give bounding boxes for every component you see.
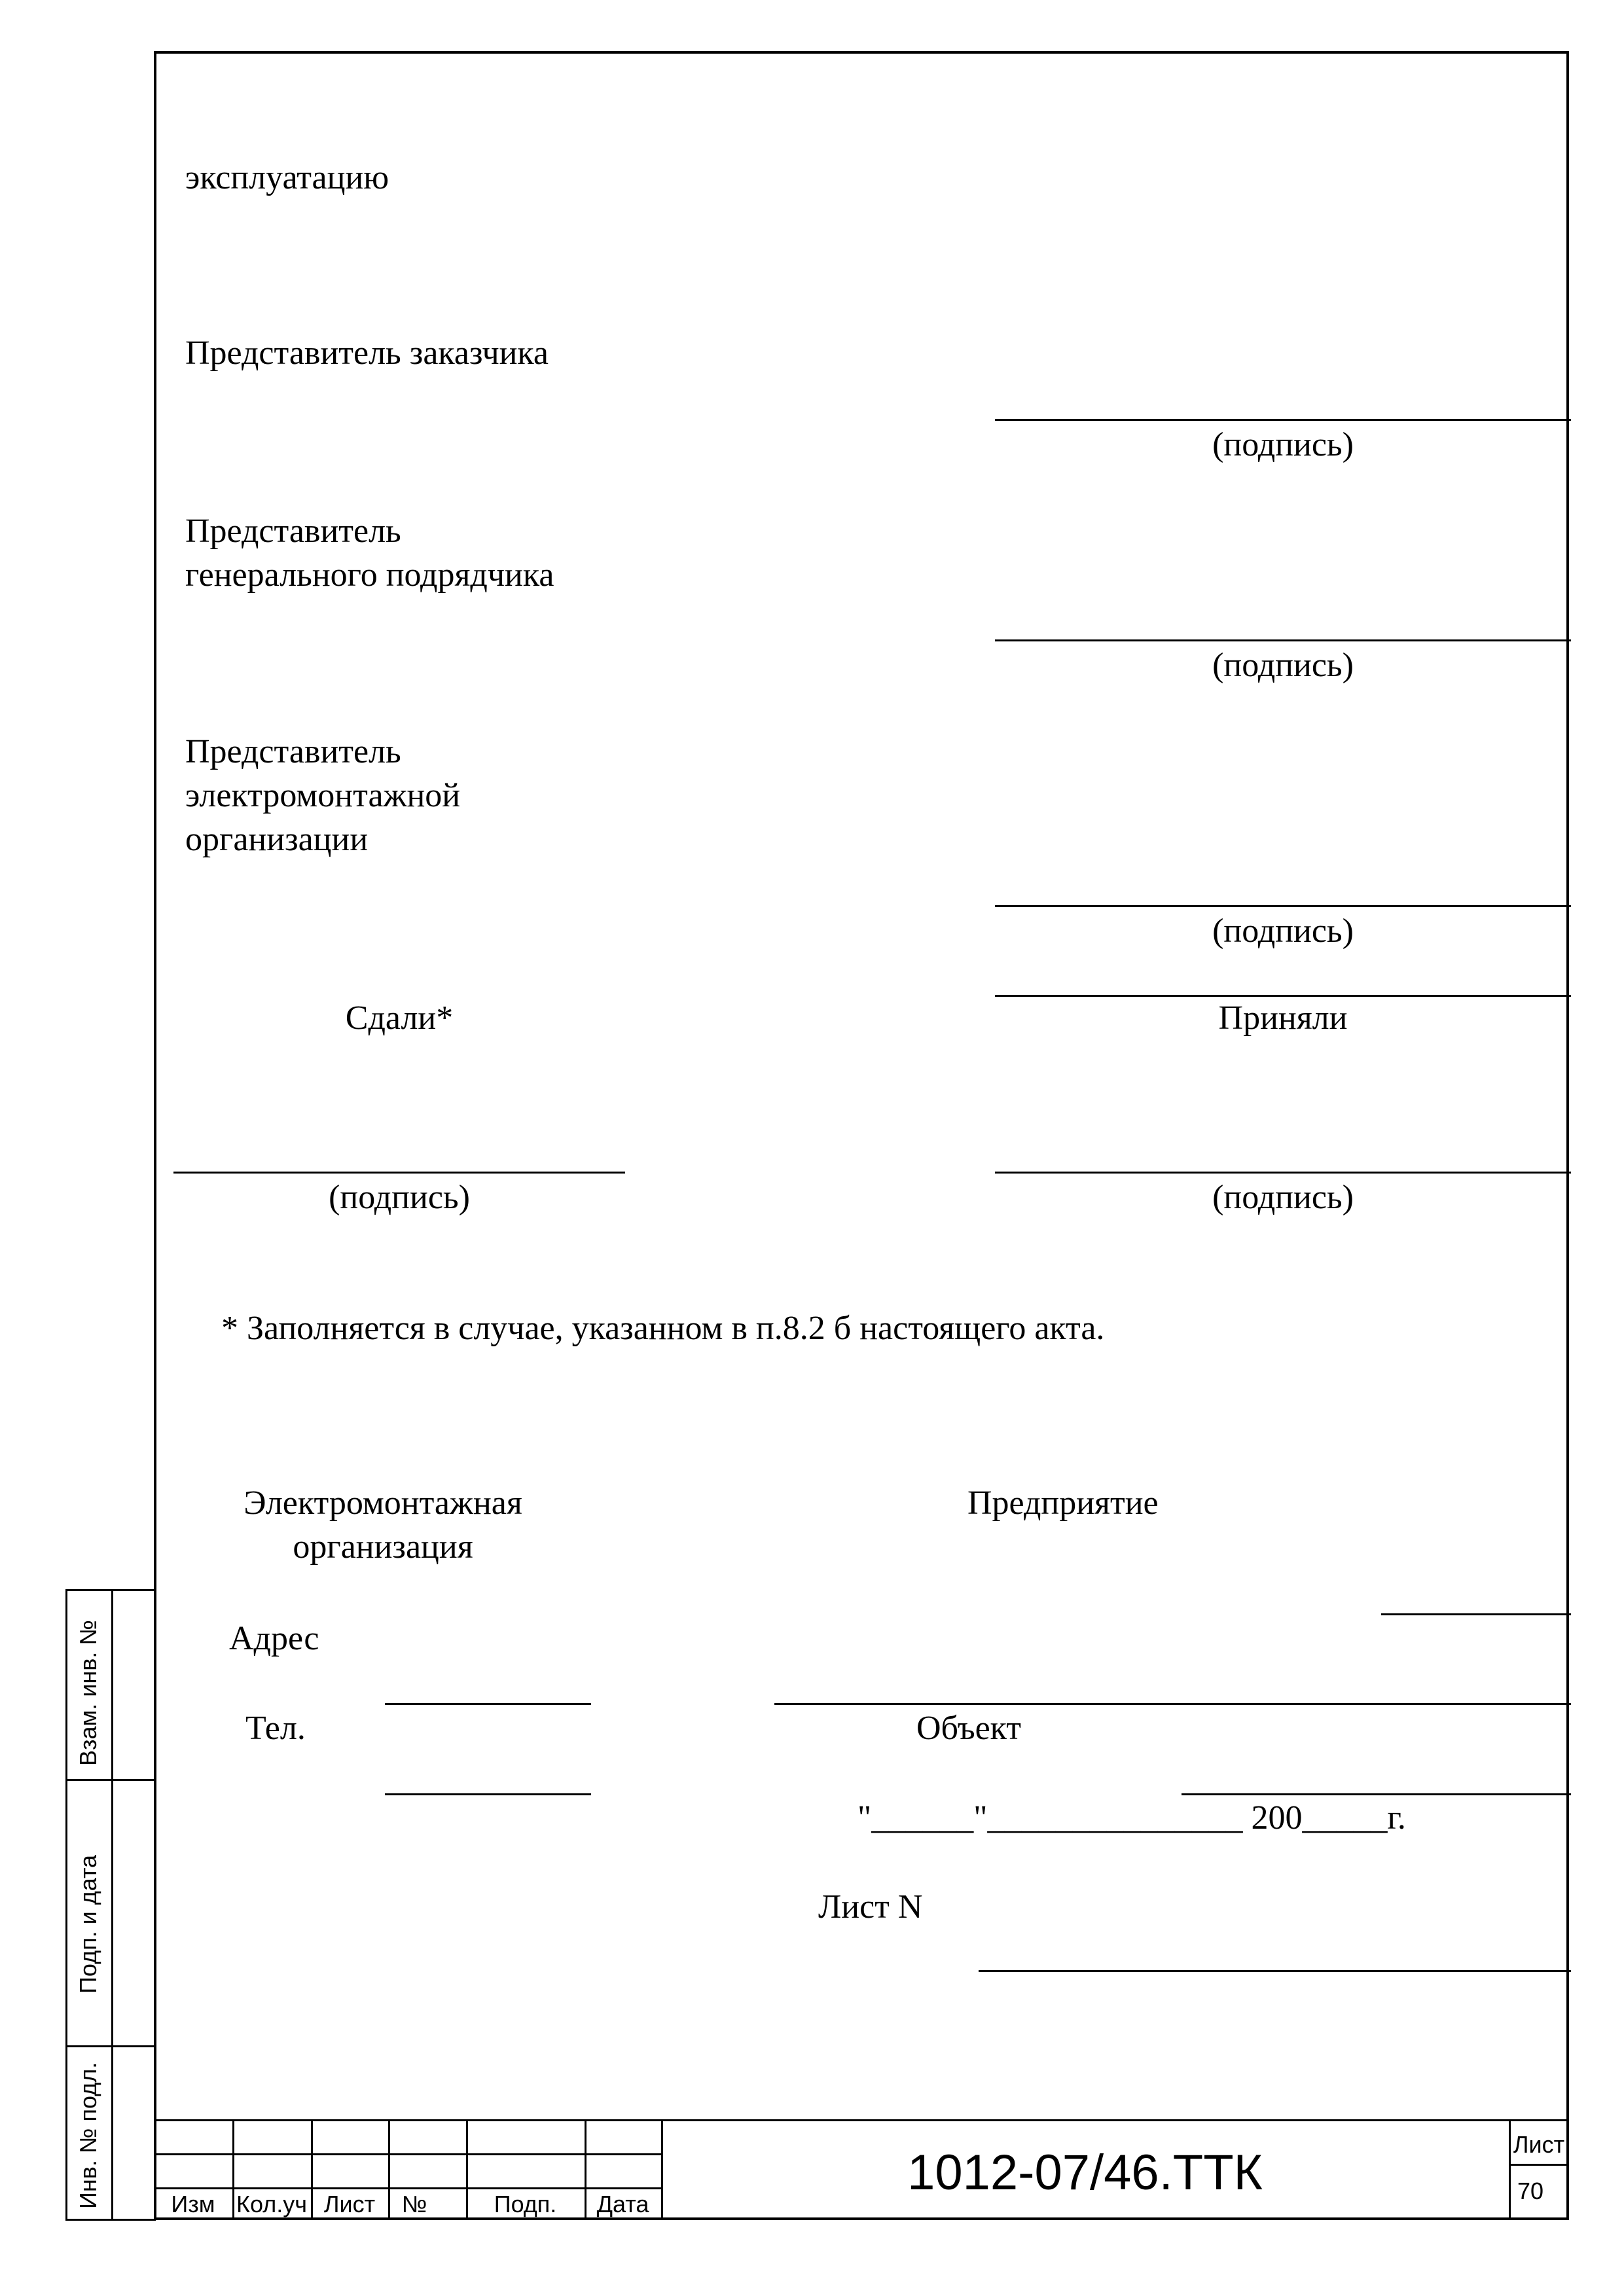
- text-exploitation: эксплуатацию: [185, 159, 389, 196]
- label-customer-rep: Представитель заказчика: [185, 334, 549, 372]
- line-enterprise: [1381, 1613, 1571, 1615]
- stamp-col-date: Дата: [596, 2191, 649, 2217]
- document-code: 1012-07/46.ТТК: [907, 2145, 1263, 2200]
- signature-line-accepted: [995, 1172, 1571, 1174]
- title-sheet-row: [1509, 2164, 1569, 2166]
- line-address: [385, 1703, 591, 1705]
- label-phone: Тел.: [245, 1710, 306, 1747]
- label-electrical-org: Электромонтажная организация: [244, 1484, 522, 1566]
- side-stamp-divider: [111, 1589, 113, 2221]
- line-sheet-no: [979, 1970, 1571, 1972]
- line-object-top: [774, 1703, 1571, 1705]
- side-label-replacement-inv: Взам. инв. №: [75, 1619, 101, 1766]
- label-handed-over: Сдали*: [345, 999, 454, 1037]
- line-phone: [385, 1793, 591, 1795]
- label-sheet-no: Лист N: [818, 1888, 923, 1926]
- label-electrical-org-rep: Представитель электромонтажной организации: [185, 733, 461, 858]
- stamp-sheet-label: Лист: [1513, 2131, 1565, 2158]
- signature-caption-handed-over: (подпись): [329, 1179, 470, 1216]
- stamp-col-number: №: [401, 2191, 427, 2217]
- signature-caption-electrical-org: (подпись): [1212, 912, 1354, 950]
- footnote: * Заполняется в случае, указанном в п.8.2 б настоящего акта.: [221, 1310, 1105, 1347]
- label-address: Адрес: [229, 1620, 319, 1657]
- side-stamp-row-1: [65, 1779, 156, 1781]
- side-label-original-inv: Инв. № подл.: [75, 2062, 101, 2209]
- signature-caption-customer: (подпись): [1212, 426, 1354, 463]
- stamp-col-sheet: Лист: [323, 2191, 376, 2217]
- label-accepted: Приняли: [1218, 999, 1348, 1037]
- stamp-col-signature: Подп.: [494, 2191, 557, 2217]
- side-stamp-top-border: [65, 1589, 156, 1591]
- title-block-top-border: [154, 2119, 1569, 2121]
- label-object: Объект: [916, 1710, 1021, 1747]
- stamp-sheet-number: 70: [1517, 2178, 1544, 2204]
- side-stamp-bottom-border: [65, 2219, 156, 2221]
- side-stamp-left-border: [65, 1589, 67, 2221]
- side-stamp-row-2: [65, 2045, 156, 2047]
- stamp-col-count: Кол.уч: [236, 2191, 307, 2217]
- signature-line-handed-over: [173, 1172, 625, 1174]
- label-general-contractor-rep: Представитель генерального подрядчика: [185, 512, 554, 594]
- stamp-col-change: Изм: [171, 2191, 215, 2217]
- signature-line-general-contractor: [995, 639, 1571, 641]
- date-line: "______"_______________ 200_____г.: [857, 1799, 1406, 1837]
- signature-line-electrical-org: [995, 905, 1571, 907]
- signature-caption-accepted: (подпись): [1212, 1179, 1354, 1216]
- signature-line-customer: [995, 419, 1571, 421]
- line-object: [1182, 1793, 1571, 1795]
- side-label-signature-date: Подп. и дата: [75, 1854, 101, 1994]
- signature-caption-general-contractor: (подпись): [1212, 647, 1354, 684]
- label-enterprise: Предприятие: [967, 1484, 1159, 1522]
